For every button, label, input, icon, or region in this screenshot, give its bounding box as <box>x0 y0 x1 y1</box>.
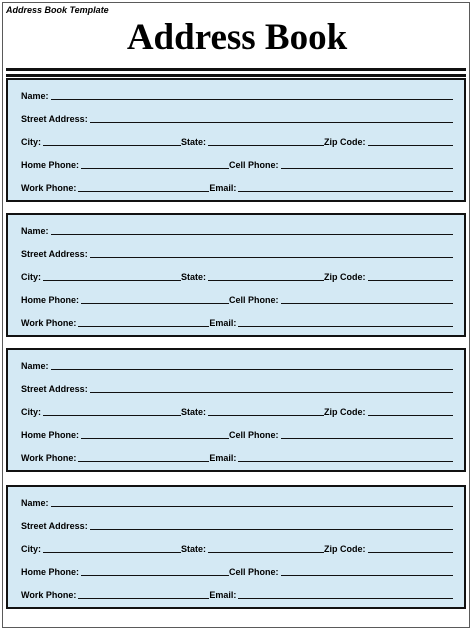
state-label: State: <box>181 272 207 282</box>
zip-code-field[interactable] <box>368 280 453 281</box>
name-row <box>21 495 453 509</box>
name-field[interactable] <box>51 506 453 507</box>
work-row <box>21 315 453 329</box>
email-label: Email: <box>209 183 237 193</box>
state-label: State: <box>181 407 207 417</box>
email-label: Email: <box>209 318 237 328</box>
city-label: City: <box>21 544 41 554</box>
work-phone-label: Work Phone: <box>21 183 77 193</box>
cell-phone-field[interactable] <box>281 168 453 169</box>
title-rule-top <box>6 68 466 71</box>
email-field[interactable] <box>238 191 453 192</box>
address-entry-card <box>6 213 466 337</box>
phone-row <box>21 157 453 171</box>
home-phone-label: Home Phone: <box>21 160 80 170</box>
name-row <box>21 358 453 372</box>
city-row <box>21 404 453 418</box>
cell-phone-field[interactable] <box>281 303 453 304</box>
phone-row <box>21 292 453 306</box>
work-phone-field[interactable] <box>78 461 209 462</box>
cell-phone-field[interactable] <box>281 575 453 576</box>
work-row <box>21 180 453 194</box>
name-field[interactable] <box>51 99 453 100</box>
city-label: City: <box>21 272 41 282</box>
street-row <box>21 246 453 260</box>
street-address-field[interactable] <box>90 392 453 393</box>
email-field[interactable] <box>238 461 453 462</box>
address-entry-card <box>6 78 466 202</box>
zip-code-label: Zip Code: <box>324 272 366 282</box>
name-label: Name: <box>21 91 49 101</box>
street-address-label: Street Address: <box>21 114 88 124</box>
home-phone-field[interactable] <box>81 168 229 169</box>
street-address-label: Street Address: <box>21 521 88 531</box>
home-phone-label: Home Phone: <box>21 430 80 440</box>
name-label: Name: <box>21 226 49 236</box>
name-label: Name: <box>21 498 49 508</box>
name-label: Name: <box>21 361 49 371</box>
name-row <box>21 223 453 237</box>
city-row <box>21 269 453 283</box>
work-phone-field[interactable] <box>78 598 209 599</box>
street-row <box>21 381 453 395</box>
email-label: Email: <box>209 590 237 600</box>
home-phone-field[interactable] <box>81 438 229 439</box>
work-phone-label: Work Phone: <box>21 590 77 600</box>
work-phone-label: Work Phone: <box>21 453 77 463</box>
zip-code-field[interactable] <box>368 552 453 553</box>
cell-phone-label: Cell Phone: <box>229 430 279 440</box>
state-label: State: <box>181 137 207 147</box>
street-address-label: Street Address: <box>21 384 88 394</box>
street-address-field[interactable] <box>90 257 453 258</box>
phone-row <box>21 427 453 441</box>
cell-phone-label: Cell Phone: <box>229 567 279 577</box>
home-phone-field[interactable] <box>81 303 229 304</box>
street-address-field[interactable] <box>90 122 453 123</box>
template-label: Address Book Template <box>6 5 109 15</box>
city-field[interactable] <box>43 280 181 281</box>
name-field[interactable] <box>51 234 453 235</box>
city-row <box>21 541 453 555</box>
zip-code-label: Zip Code: <box>324 544 366 554</box>
cell-phone-label: Cell Phone: <box>229 295 279 305</box>
title-rule-bottom <box>6 74 466 77</box>
city-field[interactable] <box>43 415 181 416</box>
name-row <box>21 88 453 102</box>
address-entry-card <box>6 485 466 609</box>
city-label: City: <box>21 137 41 147</box>
zip-code-label: Zip Code: <box>324 137 366 147</box>
name-field[interactable] <box>51 369 453 370</box>
street-address-field[interactable] <box>90 529 453 530</box>
work-phone-label: Work Phone: <box>21 318 77 328</box>
page-title: Address Book <box>126 17 348 58</box>
home-phone-field[interactable] <box>81 575 229 576</box>
city-row <box>21 134 453 148</box>
home-phone-label: Home Phone: <box>21 295 80 305</box>
email-label: Email: <box>209 453 237 463</box>
zip-code-label: Zip Code: <box>324 407 366 417</box>
email-field[interactable] <box>238 598 453 599</box>
home-phone-label: Home Phone: <box>21 567 80 577</box>
cell-phone-label: Cell Phone: <box>229 160 279 170</box>
state-label: State: <box>181 544 207 554</box>
street-row <box>21 111 453 125</box>
work-phone-field[interactable] <box>78 191 209 192</box>
state-field[interactable] <box>208 552 324 553</box>
state-field[interactable] <box>208 280 324 281</box>
address-entry-card <box>6 348 466 472</box>
phone-row <box>21 564 453 578</box>
work-row <box>21 587 453 601</box>
work-row <box>21 450 453 464</box>
city-field[interactable] <box>43 145 181 146</box>
email-field[interactable] <box>238 326 453 327</box>
city-label: City: <box>21 407 41 417</box>
zip-code-field[interactable] <box>368 145 453 146</box>
work-phone-field[interactable] <box>78 326 209 327</box>
street-address-label: Street Address: <box>21 249 88 259</box>
city-field[interactable] <box>43 552 181 553</box>
state-field[interactable] <box>208 415 324 416</box>
cell-phone-field[interactable] <box>281 438 453 439</box>
state-field[interactable] <box>208 145 324 146</box>
street-row <box>21 518 453 532</box>
zip-code-field[interactable] <box>368 415 453 416</box>
